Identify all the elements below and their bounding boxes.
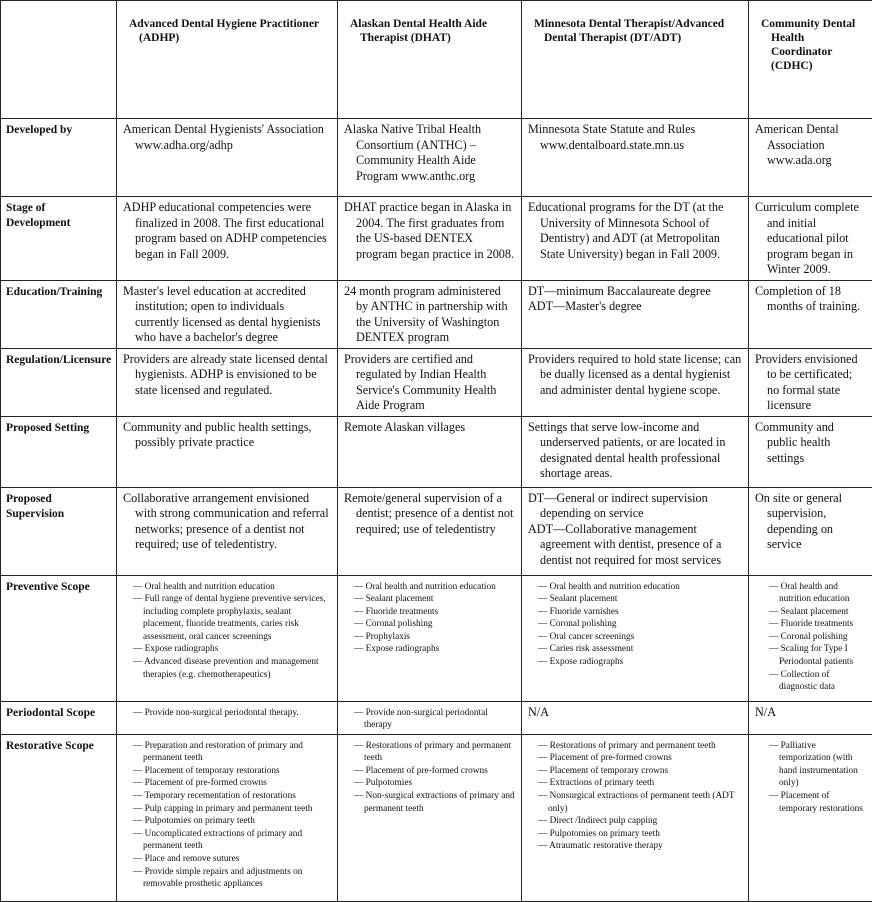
list-item: — Sealant placement — [354, 593, 515, 606]
scope-list — [123, 579, 331, 682]
column-header: Alaskan Dental Health Aide Therapist (DHAT) — [338, 1, 522, 119]
scope-list — [759, 579, 866, 694]
row-header: Education/Training — [1, 280, 117, 348]
table-cell — [522, 280, 749, 348]
row-header: Developed by — [1, 119, 117, 197]
table-cell — [522, 197, 749, 281]
list-item: — Oral health and nutrition education — [769, 581, 866, 606]
column-header: Advanced Dental Hygiene Practitioner (ADHP) — [117, 1, 338, 119]
table-cell — [117, 416, 338, 487]
table-cell — [749, 701, 872, 734]
table-row — [1, 575, 872, 701]
table-cell — [522, 416, 749, 487]
cell-text: Alaska Native Tribal Health Consortium (ANTHC) – Community Health Aide Program www.anthc.org — [344, 122, 515, 184]
list-item: — Place and remove sutures — [133, 853, 331, 866]
table-cell — [338, 416, 522, 487]
cell-text: Minnesota State Statute and Rules www.dentalboard.state.mn.us — [528, 122, 742, 153]
table-cell — [117, 280, 338, 348]
table-cell — [338, 280, 522, 348]
scope-list — [123, 705, 331, 720]
list-item: — Expose radiographs — [354, 643, 515, 656]
list-item: — Scaling for Type I Periodontal patients — [769, 643, 866, 668]
table-cell — [117, 701, 338, 734]
cell-text: Educational programs for the DT (at the University of Minnesota School of Dentistry) and ADT (at Metropolitan State University) began in Fall 2009. — [528, 200, 742, 262]
list-item: — Prophylaxis — [354, 631, 515, 644]
list-item: — Oral health and nutrition education — [538, 581, 742, 594]
table-cell — [522, 487, 749, 575]
row-header: Restorative Scope — [1, 734, 117, 901]
list-item: — Fluoride treatments — [769, 618, 866, 631]
cell-text: N/A — [528, 705, 742, 721]
table-row — [1, 348, 872, 416]
scope-list — [344, 705, 515, 732]
cell-text: Remote Alaskan villages — [344, 420, 515, 436]
header-row — [1, 1, 872, 119]
list-item: — Oral health and nutrition education — [133, 581, 331, 594]
cell-text: Remote/general supervision of a dentist; presence of a dentist not required; use of teledentistry — [344, 491, 515, 538]
cell-text: Providers are already state licensed dental hygienists. ADHP is envisioned to be state licensed and regulated. — [123, 352, 331, 399]
table-cell — [117, 734, 338, 901]
list-item: — Pulp capping in primary and permanent teeth — [133, 803, 331, 816]
table-cell — [117, 119, 338, 197]
list-item: — Coronal polishing — [769, 631, 866, 644]
row-header: Proposed Setting — [1, 416, 117, 487]
cell-text: American Dental Hygienists' Association www.adha.org/adhp — [123, 122, 331, 153]
scope-list — [123, 738, 331, 891]
table-cell — [117, 197, 338, 281]
table-cell — [338, 119, 522, 197]
table-cell — [117, 348, 338, 416]
list-item: — Advanced disease prevention and management therapies (e.g. chemotherapeutics) — [133, 656, 331, 681]
list-item: — Pulpotomies — [354, 777, 515, 790]
list-item: — Fluoride treatments — [354, 606, 515, 619]
table-cell — [338, 197, 522, 281]
list-item: — Sealant placement — [769, 606, 866, 619]
list-item: — Fluoride varnishes — [538, 606, 742, 619]
list-item: — Provide non-surgical periodontal therapy — [354, 707, 515, 732]
table-cell — [749, 280, 872, 348]
list-item: — Pulpotomies on primary teeth — [133, 815, 331, 828]
cell-text: N/A — [755, 705, 866, 721]
cell-text: ADT—Collaborative management agreement with dentist, presence of a dentist not required for most services — [528, 522, 742, 569]
cell-text: Curriculum complete and initial educational pilot program began in Winter 2009. — [755, 200, 866, 278]
table-row — [1, 487, 872, 575]
list-item: — Atraumatic restorative therapy — [538, 840, 742, 853]
list-item: — Restorations of primary and permanent teeth — [538, 740, 742, 753]
list-item: — Provide simple repairs and adjustments on removable prosthetic appliances — [133, 866, 331, 891]
table-cell — [338, 734, 522, 901]
row-header: Preventive Scope — [1, 575, 117, 701]
list-item: — Placement of temporary crowns — [538, 765, 742, 778]
column-header: Community Dental Health Coordinator (CDHC) — [749, 1, 872, 119]
table-row — [1, 119, 872, 197]
list-item: — Restorations of primary and permanent teeth — [354, 740, 515, 765]
cell-text: Providers envisioned to be certificated; no formal state licensure — [755, 352, 866, 414]
cell-text: 24 month program administered by ANTHC in partnership with the University of Washington DENTEX program — [344, 284, 515, 346]
table-cell — [522, 575, 749, 701]
list-item: — Expose radiographs — [133, 643, 331, 656]
scope-list — [344, 738, 515, 816]
list-item: — Coronal polishing — [354, 618, 515, 631]
cell-text: American Dental Association www.ada.org — [755, 122, 866, 169]
table-cell — [338, 348, 522, 416]
list-item: — Placement of pre-formed crowns — [354, 765, 515, 778]
list-item: — Extractions of primary teeth — [538, 777, 742, 790]
scope-list — [528, 738, 742, 853]
table-cell — [522, 734, 749, 901]
table-cell — [117, 575, 338, 701]
list-item: — Preparation and restoration of primary and permanent teeth — [133, 740, 331, 765]
list-item: — Oral health and nutrition education — [354, 581, 515, 594]
cell-text: ADT—Master's degree — [528, 299, 742, 315]
cell-text: DT—General or indirect supervision depending on service — [528, 491, 742, 522]
table-cell — [338, 487, 522, 575]
cell-text: Completion of 18 months of training. — [755, 284, 866, 315]
table-cell — [522, 348, 749, 416]
list-item: — Temporary recementation of restorations — [133, 790, 331, 803]
list-item: — Collection of diagnostic data — [769, 669, 866, 694]
scope-list — [344, 579, 515, 657]
list-item: — Coronal polishing — [538, 618, 742, 631]
list-item: — Palliative temporization (with hand instrumentation only) — [769, 740, 866, 790]
cell-text: Community and public health settings — [755, 420, 866, 467]
scope-list — [528, 579, 742, 669]
list-item: — Placement of temporary restorations — [133, 765, 331, 778]
table-row — [1, 197, 872, 281]
scope-list — [759, 738, 866, 816]
cell-text: Master's level education at accredited institution; open to individuals currently licensed as dental hygienists who have a bachelor's degree — [123, 284, 331, 346]
list-item: — Sealant placement — [538, 593, 742, 606]
list-item: — Oral cancer screenings — [538, 631, 742, 644]
table-cell — [749, 575, 872, 701]
cell-text: DHAT practice began in Alaska in 2004. The first graduates from the US-based DENTEX program began practice in 2008. — [344, 200, 515, 262]
list-item: — Direct /Indirect pulp capping — [538, 815, 742, 828]
table-cell — [749, 734, 872, 901]
table-cell — [338, 701, 522, 734]
corner-cell — [1, 1, 117, 119]
list-item: — Placement of temporary restorations — [769, 790, 866, 815]
row-header: Proposed Supervision — [1, 487, 117, 575]
list-item: — Caries risk assessment — [538, 643, 742, 656]
table-cell — [117, 487, 338, 575]
table-row — [1, 280, 872, 348]
row-header: Regulation/Licensure — [1, 348, 117, 416]
list-item: — Placement of pre-formed crowns — [133, 777, 331, 790]
list-item: — Pulpotomies on primary teeth — [538, 828, 742, 841]
list-item: — Nonsurgical extractions of permanent teeth (ADT only) — [538, 790, 742, 815]
list-item: — Placement of pre-formed crowns — [538, 752, 742, 765]
cell-text: ADHP educational competencies were finalized in 2008. The first educational program based on ADHP competencies began in Fall 2009. — [123, 200, 331, 262]
table-row — [1, 701, 872, 734]
table-row — [1, 734, 872, 901]
cell-text: On site or general supervision, depending on service — [755, 491, 866, 553]
list-item: — Full range of dental hygiene preventive services, including complete prophylaxis, sealant placement, fluoride treatments, caries risk assessment, oral cancer screenings — [133, 593, 331, 643]
row-header: Stage of Development — [1, 197, 117, 281]
cell-text: Providers are certified and regulated by Indian Health Service's Community Health Aide Program — [344, 352, 515, 414]
list-item: — Non-surgical extractions of primary and permanent teeth — [354, 790, 515, 815]
cell-text: Providers required to hold state license; can be dually licensed as a dental hygienist and administer dental hygiene scope. — [528, 352, 742, 399]
cell-text: Settings that serve low-income and underserved patients, or are located in designated dental health professional shortage areas. — [528, 420, 742, 482]
cell-text: Collaborative arrangement envisioned with strong communication and referral networks; presence of a dentist not required; use of teledentistry. — [123, 491, 331, 553]
table-cell — [749, 416, 872, 487]
cell-text: Community and public health settings, possibly private practice — [123, 420, 331, 451]
table-cell — [749, 197, 872, 281]
table-cell — [522, 701, 749, 734]
table-row — [1, 416, 872, 487]
table-cell — [338, 575, 522, 701]
list-item: — Expose radiographs — [538, 656, 742, 669]
table-cell — [749, 487, 872, 575]
cell-text: DT—minimum Baccalaureate degree — [528, 284, 742, 300]
table-cell — [749, 348, 872, 416]
list-item: — Uncomplicated extractions of primary and permanent teeth — [133, 828, 331, 853]
table-cell — [522, 119, 749, 197]
list-item: — Provide non-surgical periodontal therapy. — [133, 707, 331, 720]
table-cell — [749, 119, 872, 197]
row-header: Periodontal Scope — [1, 701, 117, 734]
column-header: Minnesota Dental Therapist/Advanced Dental Therapist (DT/ADT) — [522, 1, 749, 119]
